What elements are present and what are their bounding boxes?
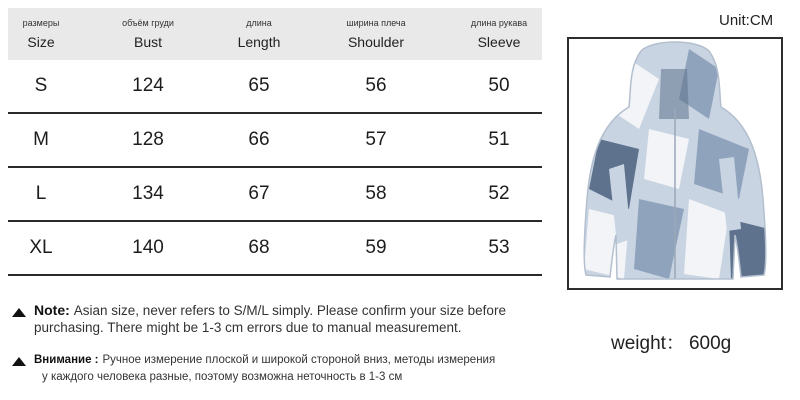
weight-value: 600g (688, 333, 732, 354)
header-shoulder-en: Shoulder (347, 33, 405, 50)
weight-info (611, 328, 731, 355)
weight-label: weight： (611, 333, 685, 354)
triangle-up-icon (12, 357, 26, 366)
header-size (8, 8, 74, 60)
cell-bust: 124 (132, 75, 164, 96)
size-table (8, 8, 542, 276)
header-shoulder-ru: ширина плеча (346, 17, 406, 28)
note-english (8, 302, 548, 336)
cell-shoulder: 58 (365, 183, 387, 204)
cell-sleeve: 53 (488, 237, 510, 258)
cell-length: 66 (248, 129, 270, 150)
header-length-en: Length (237, 33, 281, 50)
cell-size: S (34, 75, 48, 96)
note-english-label: Note: (34, 302, 70, 318)
table-header (8, 8, 542, 60)
product-image-frame (567, 37, 783, 290)
header-shoulder (296, 8, 456, 60)
note-english-text: Asian size, never refers to S/M/L simply. Please confirm your size before purchasing. There might be 1-3 cm errors due to manual measurement. (34, 303, 506, 335)
cell-shoulder: 56 (365, 75, 387, 96)
table-row (8, 168, 542, 222)
header-sleeve (456, 8, 542, 60)
cell-bust: 134 (132, 183, 164, 204)
note-russian-text-block (34, 352, 548, 386)
cell-bust: 140 (132, 237, 164, 258)
note-english-text-block (34, 302, 548, 336)
header-sleeve-ru: длина рукава (470, 17, 528, 28)
cell-length: 67 (248, 183, 270, 204)
cell-length: 65 (248, 75, 270, 96)
table-row (8, 60, 542, 114)
note-russian-line2: у каждого человека разные, поэтому возможна неточность в 1-3 см (42, 371, 403, 383)
header-size-en: Size (27, 33, 55, 50)
cell-sleeve: 52 (488, 183, 510, 204)
cell-sleeve: 50 (488, 75, 510, 96)
table-row (8, 114, 542, 168)
cell-length: 68 (248, 237, 270, 258)
triangle-up-icon (12, 308, 26, 317)
header-bust-en: Bust (133, 33, 162, 50)
header-bust-ru: объём груди (122, 17, 174, 28)
note-russian-label: Внимание : (34, 354, 99, 366)
note-russian-line1: Ручное измерение плоской и широкой стороной вниз, методы измерения (102, 354, 496, 366)
table-row (8, 222, 542, 276)
cell-bust: 128 (132, 129, 164, 150)
cell-size: M (33, 129, 49, 150)
header-size-ru: размеры (22, 17, 60, 28)
header-bust (74, 8, 222, 60)
header-length-ru: длина (246, 17, 272, 28)
cell-size: XL (29, 237, 53, 258)
cell-shoulder: 57 (365, 129, 387, 150)
header-length (222, 8, 296, 60)
header-sleeve-en: Sleeve (477, 33, 521, 50)
cell-shoulder: 59 (365, 237, 387, 258)
hooded-fur-jacket-image (569, 39, 781, 288)
note-russian (8, 352, 548, 386)
cell-size: L (35, 183, 47, 204)
cell-sleeve: 51 (488, 129, 510, 150)
unit-label: Unit:CM (719, 12, 774, 29)
